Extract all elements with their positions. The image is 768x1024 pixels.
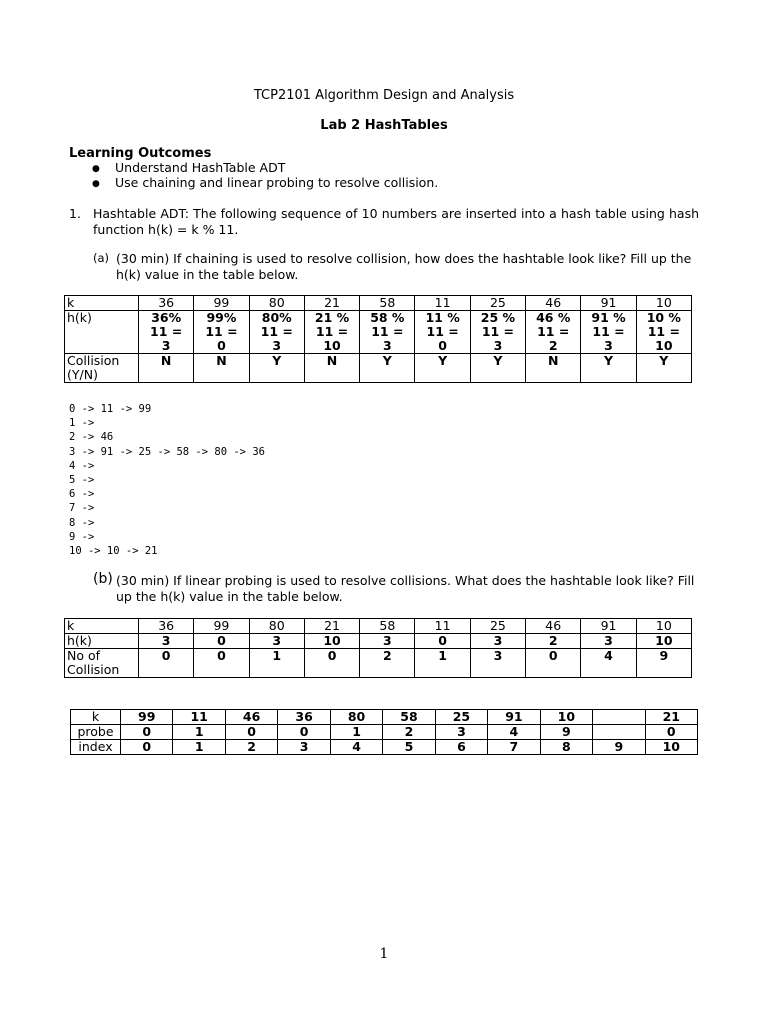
table-cell: 36 <box>139 619 194 634</box>
row-label-k: k <box>65 296 139 311</box>
part-a-label: (a) <box>93 251 110 265</box>
lab-title: Lab 2 HashTables <box>320 118 448 133</box>
table-row <box>71 710 698 725</box>
table-cell: 10 <box>645 740 697 755</box>
table-cell: 36 <box>278 710 330 725</box>
table-cell: 10 <box>304 634 359 649</box>
table-cell: 1 <box>173 725 225 740</box>
table-cell: 36% 11 = 3 <box>139 311 194 354</box>
table-cell: 99% 11 = 0 <box>194 311 249 354</box>
table-cell: 0 <box>645 725 697 740</box>
table-cell: 99 <box>194 619 249 634</box>
learning-outcomes-list <box>92 160 438 190</box>
chain-line: 2 -> 46 <box>69 431 114 444</box>
row-label-probe: probe <box>71 725 121 740</box>
table-cell: 46 <box>526 296 581 311</box>
chain-line: 4 -> <box>69 459 95 472</box>
table-cell: 0 <box>121 740 173 755</box>
table-cell: 25 % 11 = 3 <box>470 311 525 354</box>
table-cell: 21 <box>645 710 697 725</box>
table-cell: 3 <box>249 634 304 649</box>
table-cell: Y <box>415 354 470 383</box>
table-cell: 9 <box>636 649 691 678</box>
part-a <box>93 251 699 282</box>
table-cell: 0 <box>194 634 249 649</box>
table-cell: 99 <box>121 710 173 725</box>
chain-line: 7 -> <box>69 502 95 515</box>
chain-line: 8 -> <box>69 516 95 529</box>
table-cell: N <box>194 354 249 383</box>
course-title: TCP2101 Algorithm Design and Analysis <box>253 88 515 103</box>
chain-line: 6 -> <box>69 488 95 501</box>
table-cell: N <box>526 354 581 383</box>
chain-line: 1 -> <box>69 417 95 430</box>
table-cell: Y <box>360 354 415 383</box>
table-cell: 11 <box>415 619 470 634</box>
chain-line: 10 -> 10 -> 21 <box>69 544 158 557</box>
table-cell: 5 <box>383 740 435 755</box>
table-cell: 3 <box>581 634 636 649</box>
table-cell: 10 <box>636 634 691 649</box>
table-cell: 3 <box>435 725 487 740</box>
table-cell: 21 <box>304 619 359 634</box>
table-cell: 3 <box>360 634 415 649</box>
table-cell: 1 <box>173 740 225 755</box>
row-label-index: index <box>71 740 121 755</box>
table-cell: 2 <box>225 740 277 755</box>
table-cell: N <box>304 354 359 383</box>
table-cell: 91 <box>488 710 540 725</box>
row-label-hk: h(k) <box>65 634 139 649</box>
table-cell: 1 <box>330 725 382 740</box>
table-cell: 1 <box>415 649 470 678</box>
table-cell <box>593 725 645 740</box>
table-cell: 2 <box>360 649 415 678</box>
table-cell: 11 % 11 = 0 <box>415 311 470 354</box>
chain-line: 3 -> 91 -> 25 -> 58 -> 80 -> 36 <box>69 445 265 458</box>
learning-outcome-item: ● Understand HashTable ADT <box>92 160 438 175</box>
table-cell: 58 <box>360 296 415 311</box>
table-row <box>65 619 692 634</box>
table-cell: 0 <box>304 649 359 678</box>
table-row <box>65 649 692 678</box>
table-cell: 2 <box>526 634 581 649</box>
part-b-text: (30 min) If linear probing is used to resolve collisions. What does the hashtable look like? Fill up the h(k) value in the table below. <box>116 573 695 604</box>
row-label-hk: h(k) <box>65 311 139 354</box>
table-cell: 80 <box>249 296 304 311</box>
table-cell: 6 <box>435 740 487 755</box>
table-cell: 46 <box>526 619 581 634</box>
table-cell: 10 <box>636 296 691 311</box>
table-cell: 3 <box>278 740 330 755</box>
table-row <box>71 725 698 740</box>
chaining-table <box>64 295 692 383</box>
question-number: 1. <box>69 206 81 221</box>
table-cell: 21 % 11 = 10 <box>304 311 359 354</box>
row-label-k: k <box>65 619 139 634</box>
part-a-text: (30 min) If chaining is used to resolve collision, how does the hashtable look like? Fill up the h(k) value in the table below. <box>116 251 692 282</box>
table-cell: 8 <box>540 740 592 755</box>
table-cell: 4 <box>488 725 540 740</box>
table-cell: 9 <box>540 725 592 740</box>
row-label-collision: Collision (Y/N) <box>65 354 139 383</box>
row-label-k: k <box>71 710 121 725</box>
table-cell: 99 <box>194 296 249 311</box>
table-cell: 10 <box>636 619 691 634</box>
table-cell: 0 <box>139 649 194 678</box>
part-b <box>93 573 699 604</box>
table-cell: 0 <box>225 725 277 740</box>
table-cell: 46 <box>225 710 277 725</box>
table-cell <box>593 710 645 725</box>
row-label-collision: No of Collision <box>65 649 139 678</box>
table-cell: 91 % 11 = 3 <box>581 311 636 354</box>
question-1 <box>69 206 699 237</box>
table-row <box>65 354 692 383</box>
chain-line: 0 -> 11 -> 99 <box>69 403 152 415</box>
page-number: 1 <box>379 946 389 962</box>
table-cell: 0 <box>278 725 330 740</box>
table-cell: 58 % 11 = 3 <box>360 311 415 354</box>
chain-line: 5 -> <box>69 473 95 486</box>
table-cell: 58 <box>360 619 415 634</box>
table-cell: 91 <box>581 296 636 311</box>
table-cell: Y <box>581 354 636 383</box>
table-row <box>65 634 692 649</box>
table-cell: 25 <box>435 710 487 725</box>
table-row <box>71 740 698 755</box>
table-cell: 4 <box>330 740 382 755</box>
table-row <box>65 311 692 354</box>
table-cell: 4 <box>581 649 636 678</box>
table-cell: 80 <box>330 710 382 725</box>
table-cell: 0 <box>121 725 173 740</box>
table-cell: 36 <box>139 296 194 311</box>
table-cell: 3 <box>139 634 194 649</box>
table-cell: 21 <box>304 296 359 311</box>
table-cell: 9 <box>593 740 645 755</box>
table-cell: 0 <box>415 634 470 649</box>
table-row <box>65 296 692 311</box>
table-cell: 2 <box>383 725 435 740</box>
table-cell: 0 <box>526 649 581 678</box>
table-cell: 11 <box>415 296 470 311</box>
table-cell: 91 <box>581 619 636 634</box>
table-cell: 1 <box>249 649 304 678</box>
table-cell: 3 <box>470 634 525 649</box>
table-cell: 80 <box>249 619 304 634</box>
table-cell: 7 <box>488 740 540 755</box>
table-cell: 25 <box>470 619 525 634</box>
chaining-result <box>69 402 265 558</box>
chain-line: 9 -> <box>69 530 95 543</box>
part-b-label: (b) <box>93 571 113 587</box>
table-cell: 46 % 11 = 2 <box>526 311 581 354</box>
table-cell: 11 <box>173 710 225 725</box>
table-cell: 0 <box>194 649 249 678</box>
table-cell: 10 % 11 = 10 <box>636 311 691 354</box>
table-cell: 58 <box>383 710 435 725</box>
question-text: Hashtable ADT: The following sequence of 10 numbers are inserted into a hash table using hash function h(k) = k % 11. <box>93 206 699 237</box>
linear-probing-table <box>64 618 692 678</box>
table-cell: Y <box>470 354 525 383</box>
probing-result-table <box>70 709 698 755</box>
table-cell: Y <box>636 354 691 383</box>
table-cell: 3 <box>470 649 525 678</box>
learning-outcomes-title: Learning Outcomes <box>69 146 212 161</box>
table-cell: 80% 11 = 3 <box>249 311 304 354</box>
table-cell: Y <box>249 354 304 383</box>
table-cell: 25 <box>470 296 525 311</box>
table-cell: 10 <box>540 710 592 725</box>
learning-outcome-item: ● Use chaining and linear probing to resolve collision. <box>92 175 438 190</box>
table-cell: N <box>139 354 194 383</box>
